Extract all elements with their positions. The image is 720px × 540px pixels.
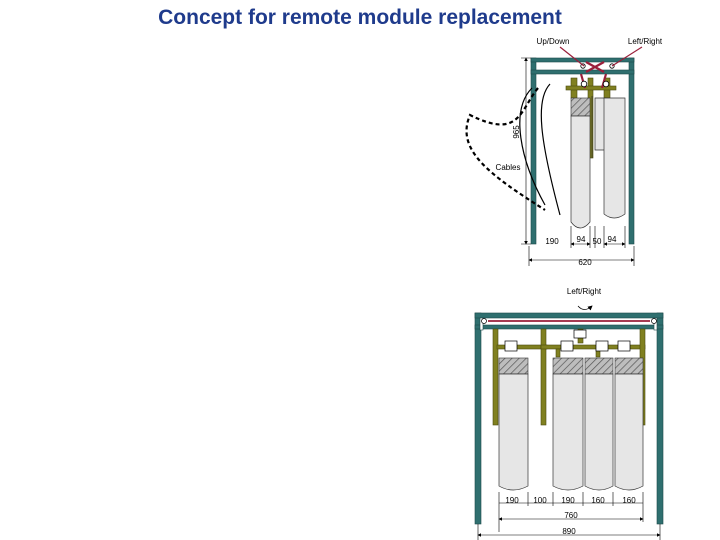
dim-94-a: 94 [576,235,586,244]
dim-890: 890 [562,527,576,536]
up-down-pointer [560,47,584,66]
label-left-right-top: Left/Right [627,37,663,46]
dim-50: 50 [592,237,602,246]
dim-94-b: 94 [607,235,617,244]
dim-760: 760 [564,511,578,520]
page-title-text: Concept for remote module replacement [158,6,562,29]
side-module [571,96,625,228]
label-left-right-bottom: Left/Right [566,287,602,296]
dim-190-front-a: 190 [505,496,519,505]
dim-620: 620 [578,258,592,267]
dim-190-side: 190 [545,237,559,246]
dim-160-b: 160 [622,496,636,505]
rotation-arrow-icon [578,306,592,310]
left-right-pointer [612,47,642,66]
label-cables: Cables [495,163,521,172]
side-height-dimension [512,58,531,244]
side-cables [467,84,560,215]
dim-965: 965 [512,125,521,139]
dim-190-front-b: 190 [561,496,575,505]
front-modules [499,358,643,490]
label-up-down: Up/Down [536,37,570,46]
dim-100: 100 [533,496,547,505]
side-view [467,37,663,267]
dim-160-a: 160 [591,496,605,505]
front-rollers [482,319,657,352]
front-view [475,287,663,540]
